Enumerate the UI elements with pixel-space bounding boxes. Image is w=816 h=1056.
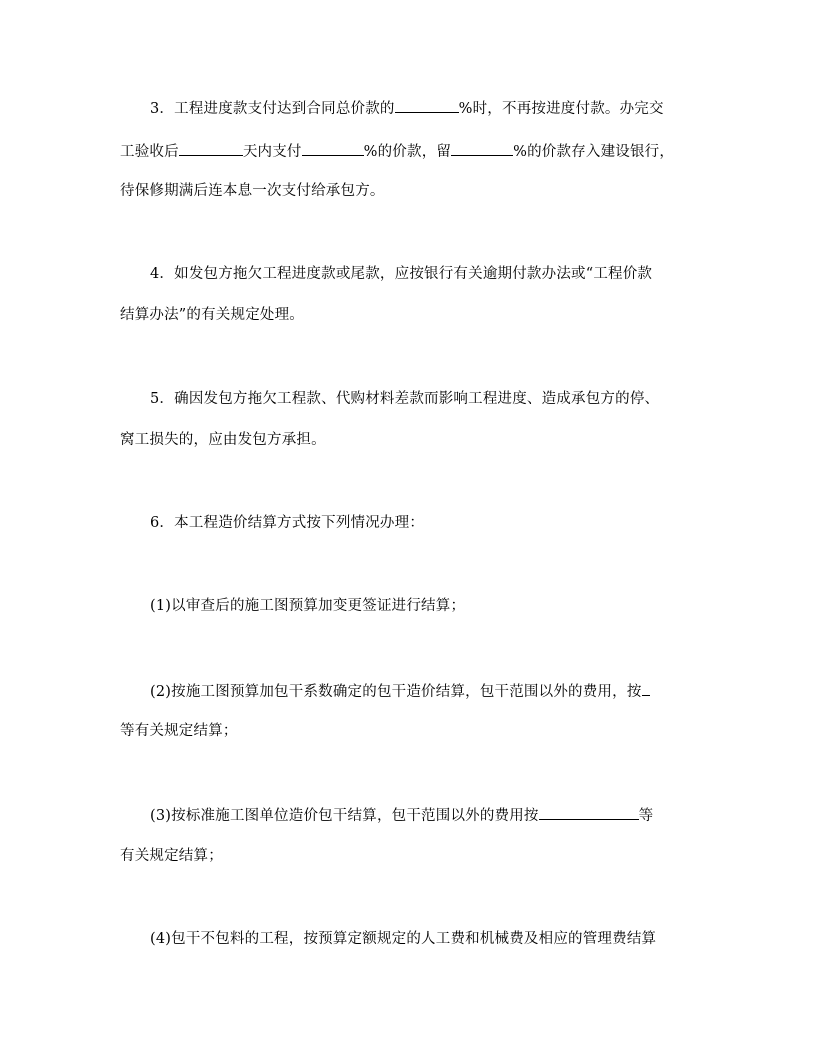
item-4-line-1: (4)包干不包料的工程，按预算定额规定的人工费和机械费及相应的管理费结算 — [150, 931, 657, 947]
clause-3-text-f: %的价款存入建设银行， — [513, 144, 675, 160]
blank-pay-percent[interactable] — [302, 140, 364, 156]
blank-total-percent[interactable] — [395, 97, 459, 113]
item-3-text-b: 等 — [638, 808, 654, 824]
clause-3-text-b: %时，不再按进度付款。办完交 — [458, 101, 664, 117]
blank-days[interactable] — [179, 140, 243, 156]
item-2-text-a: (2)按施工图预算加包干系数确定的包干造价结算，包干范围以外的费用，按 — [150, 684, 642, 700]
clause-3-line-2 — [120, 140, 674, 162]
clause-3-line-1 — [150, 97, 664, 119]
clause-6-line-1: 6．本工程造价结算方式按下列情况办理： — [150, 515, 425, 531]
clause-3-line-3: 待保修期满后连本息一次支付给承包方。 — [120, 183, 385, 199]
item-3-line-2: 有关规定结算； — [120, 848, 223, 864]
item-1-line-1: (1)以审查后的施工图预算加变更签证进行结算； — [150, 598, 466, 614]
clause-3-text-a: 3．工程进度款支付达到合同总价款的 — [150, 101, 395, 117]
item-3-text-a: (3)按标准施工图单位造价包干结算，包干范围以外的费用按 — [150, 808, 539, 824]
clause-3-text-d: 天内支付 — [242, 144, 302, 160]
item-3-line-1 — [150, 804, 653, 826]
item-2-line-1 — [150, 680, 650, 702]
item-2-line-2: 等有关规定结算； — [120, 723, 238, 739]
clause-3-text-c: 工验收后 — [120, 144, 179, 160]
blank-item-3[interactable] — [539, 804, 639, 820]
blank-retain-percent[interactable] — [451, 140, 513, 156]
clause-5-line-2: 窝工损失的，应由发包方承担。 — [120, 432, 326, 448]
clause-4-line-1: 4．如发包方拖欠工程进度款或尾款，应按银行有关逾期付款办法或“工程价款 — [150, 266, 653, 282]
clause-5-line-1: 5．确因发包方拖欠工程款、代购材料差款而影响工程进度、造成承包方的停、 — [150, 391, 660, 407]
clause-4-line-2: 结算办法”的有关规定处理。 — [120, 307, 305, 323]
clause-3-text-e: %的价款，留 — [363, 144, 452, 160]
blank-item-2[interactable] — [642, 680, 650, 696]
